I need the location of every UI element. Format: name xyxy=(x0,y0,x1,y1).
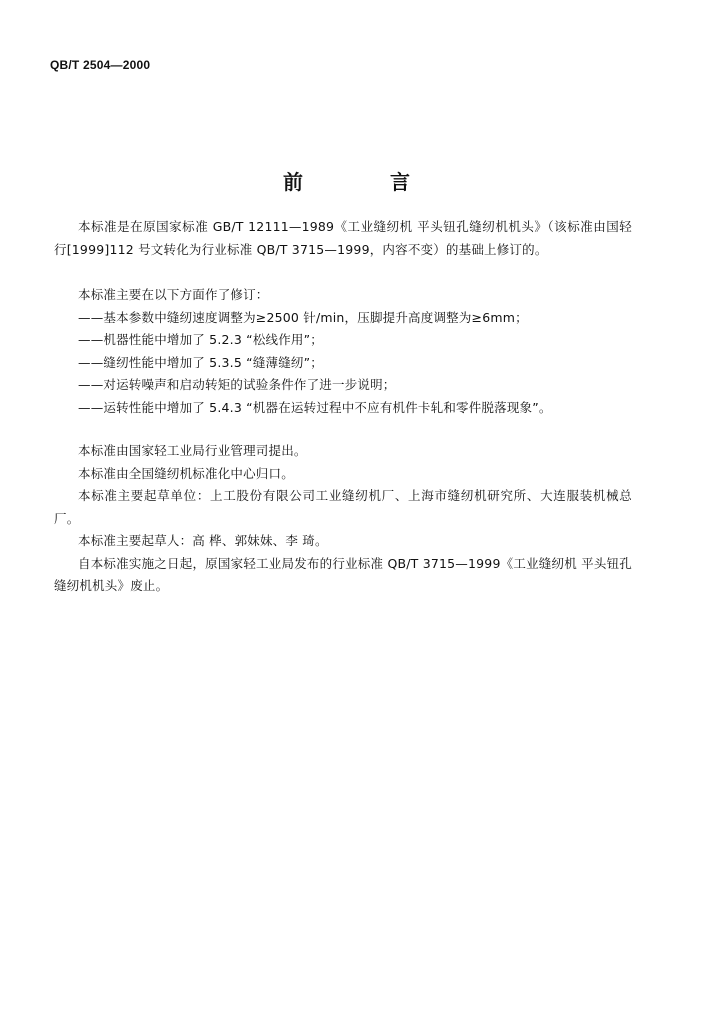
revision-item: ——机器性能中增加了 5.2.3 “松线作用”； xyxy=(78,332,324,347)
intro-section xyxy=(54,216,632,261)
intro-paragraph: 本标准是在原国家标准 GB/T 12111—1989《工业缝纫机 平头钮孔缝纫机机头》（该标准由国轻行[1999]112 号文转化为行业标准 QB/T 3715—1999，内容不变）的基础上修订的。 xyxy=(54,219,632,257)
revision-item: ——缝纫性能中增加了 5.3.5 “缝薄缝纫”； xyxy=(78,354,324,370)
revision-item: ——对运转噪声和启动转矩的试验条件作了进一步说明； xyxy=(78,377,396,392)
revision-item: ——基本参数中缝纫速度调整为≥2500 针/min，压脚提升高度调整为≥6mm； xyxy=(78,309,528,325)
proposer-paragraph: 本标准由国家轻工业局行业管理司提出。 xyxy=(78,443,307,458)
revision-lead: 本标准主要在以下方面作了修订： xyxy=(78,287,269,302)
closing-section xyxy=(54,440,632,598)
jurisdiction-paragraph: 本标准由全国缝纫机标准化中心归口。 xyxy=(78,465,294,481)
page-title: 前 言 xyxy=(283,170,450,194)
revision-item: ——运转性能中增加了 5.4.3 “机器在运转过程中不应有机件卡轧和零件脱落现象”。 xyxy=(78,399,552,415)
drafters-paragraph: 本标准主要起草人：高 桦、郭妹妹、李 琦。 xyxy=(78,533,328,548)
revision-section xyxy=(54,284,632,419)
standard-code: QB/T 2504—2000 xyxy=(50,58,151,72)
drafting-units-paragraph: 本标准主要起草单位：上工股份有限公司工业缝纫机厂、上海市缝纫机研究所、大连服装机械总厂。 xyxy=(54,488,632,526)
abolition-paragraph: 自本标准实施之日起，原国家轻工业局发布的行业标准 QB/T 3715—1999《工业缝纫机 平头钮孔缝纫机机头》废止。 xyxy=(54,555,632,593)
